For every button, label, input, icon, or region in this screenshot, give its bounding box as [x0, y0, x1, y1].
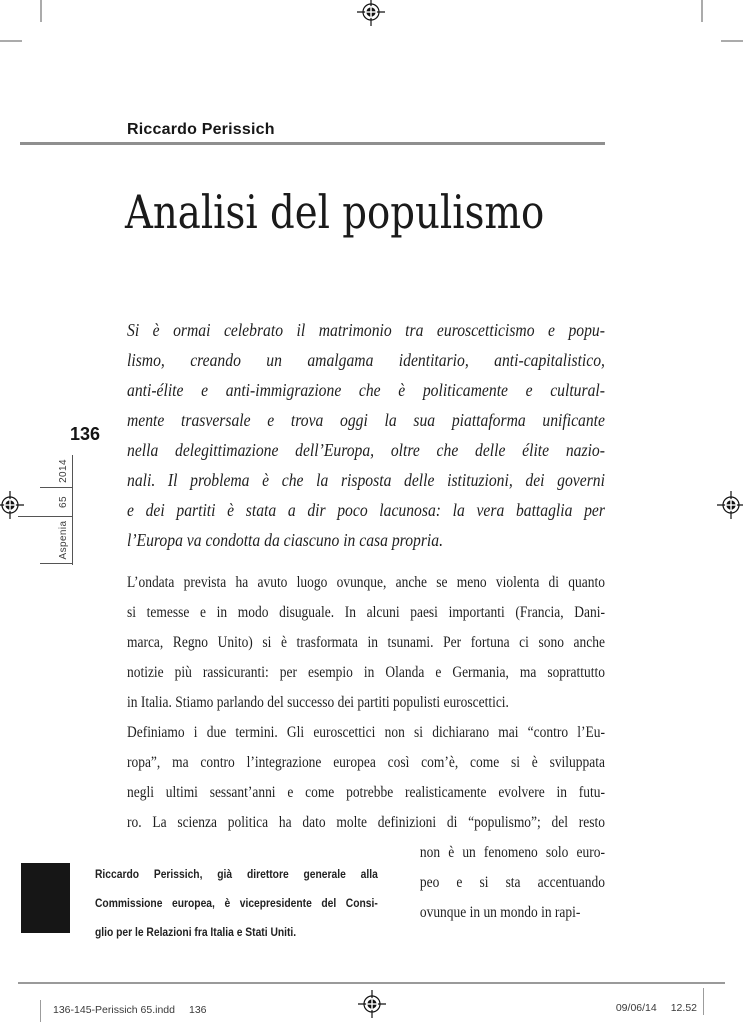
text-line: lismo, creando un amalgama identitario, anti-capitalistico, — [127, 350, 605, 370]
footer-trim-rule — [18, 982, 725, 984]
text-line: glio per le Relazioni fra Italia e Stati Uniti. — [95, 925, 297, 939]
article-title: Analisi del populismo — [125, 185, 545, 239]
text-line: nali. Il problema è che la risposta delle istituzioni, dei governi — [127, 470, 605, 490]
text-line: ro. La scienza politica ha dato molte definizioni di “populismo”; del resto — [127, 814, 605, 831]
footer-crop-tick-right — [703, 988, 704, 1015]
crop-mark-top-left-vertical — [40, 0, 42, 22]
text-line: nella delegittimazione dell’Europa, oltre che delle élite nazio- — [127, 440, 605, 460]
footer-slug-right — [616, 1001, 697, 1015]
sidebar-separator — [40, 563, 73, 564]
text-line: si temesse e in modo disuguale. In alcuni paesi importanti (Francia, Dani- — [127, 604, 605, 621]
sidebar-year-label: 2014 — [58, 459, 69, 483]
crop-mark-top-left-horizontal — [0, 40, 22, 42]
text-line: L’ondata prevista ha avuto luogo ovunque, anche se meno violenta di quanto — [127, 574, 605, 591]
footer-date: 09/06/14 — [615, 1002, 657, 1014]
header-rule — [20, 142, 605, 145]
text-line: in Italia. Stiamo parlando del successo dei partiti populisti euroscettici. — [127, 694, 509, 711]
text-line: Riccardo Perissich, già direttore generale alla — [95, 867, 378, 881]
text-line: peo e si sta accentuando — [419, 874, 605, 891]
lead-paragraph — [127, 315, 605, 555]
body-paragraph-1 — [127, 568, 605, 718]
text-line: marca, Regno Unito) si è trasformata in tsunami. Per fortuna ci sono anche — [127, 634, 605, 651]
text-line: mente trasversale e trova oggi la sua piattaforma unificante — [127, 410, 605, 430]
registration-mark-icon — [357, 0, 385, 26]
body-paragraph-2 — [127, 718, 605, 838]
page-number: 136 — [69, 424, 100, 444]
text-line: Si è ormai celebrato il matrimonio tra euroscetticismo e popu- — [127, 320, 605, 340]
sidebar-vertical-rule — [72, 455, 73, 565]
text-line: Commissione europea, è vicepresidente del Consi- — [95, 896, 378, 910]
text-line: ovunque in un mondo in rapi- — [419, 904, 581, 921]
footer-slug-left — [53, 1003, 207, 1017]
crop-mark-top-right-vertical — [701, 0, 703, 22]
author-bio-note — [95, 860, 378, 947]
text-line: Definiamo i due termini. Gli euroscettici non si dichiarano mai “contro l’Eu- — [127, 724, 605, 741]
footer-filename: 136-145-Perissich 65.indd — [53, 1004, 175, 1016]
footer-time: 12.52 — [670, 1002, 697, 1014]
sidebar-issue-label: 65 — [58, 496, 69, 508]
body-paragraph-2-wrapped-column — [420, 838, 605, 928]
text-line: notizie più rassicuranti: per esempio in Olanda e Germania, ma soprattutto — [127, 664, 605, 681]
sidebar-journal-label: Aspenia — [58, 520, 69, 560]
author-header: Riccardo Perissich — [127, 121, 275, 138]
registration-mark-icon — [717, 491, 743, 519]
text-line: e dei partiti è stata a dir poco lacunosa: la vera battaglia per — [127, 500, 605, 520]
footer-page-number: 136 — [189, 1004, 207, 1016]
text-line: negli ultimi sessant’anni e come potrebbe realisticamente evolvere in futu- — [127, 784, 605, 801]
registration-mark-icon — [0, 491, 24, 519]
main-text-column — [127, 315, 605, 928]
text-line: anti-élite e anti-immigrazione che è politicamente e cultural- — [127, 380, 605, 400]
registration-mark-icon — [358, 990, 386, 1018]
footer-crop-tick-left — [40, 1000, 41, 1022]
text-line: non è un fenomeno solo euro- — [419, 844, 605, 861]
text-line: ropa”, ma contro l’integrazione europea così com’è, come si è sviluppata — [127, 754, 605, 771]
crop-mark-top-right-horizontal — [721, 40, 743, 42]
bio-black-square — [21, 863, 70, 933]
text-line: l’Europa va condotta da ciascuno in casa propria. — [127, 530, 444, 550]
sidebar-separator — [18, 516, 73, 517]
sidebar-separator — [40, 487, 73, 488]
